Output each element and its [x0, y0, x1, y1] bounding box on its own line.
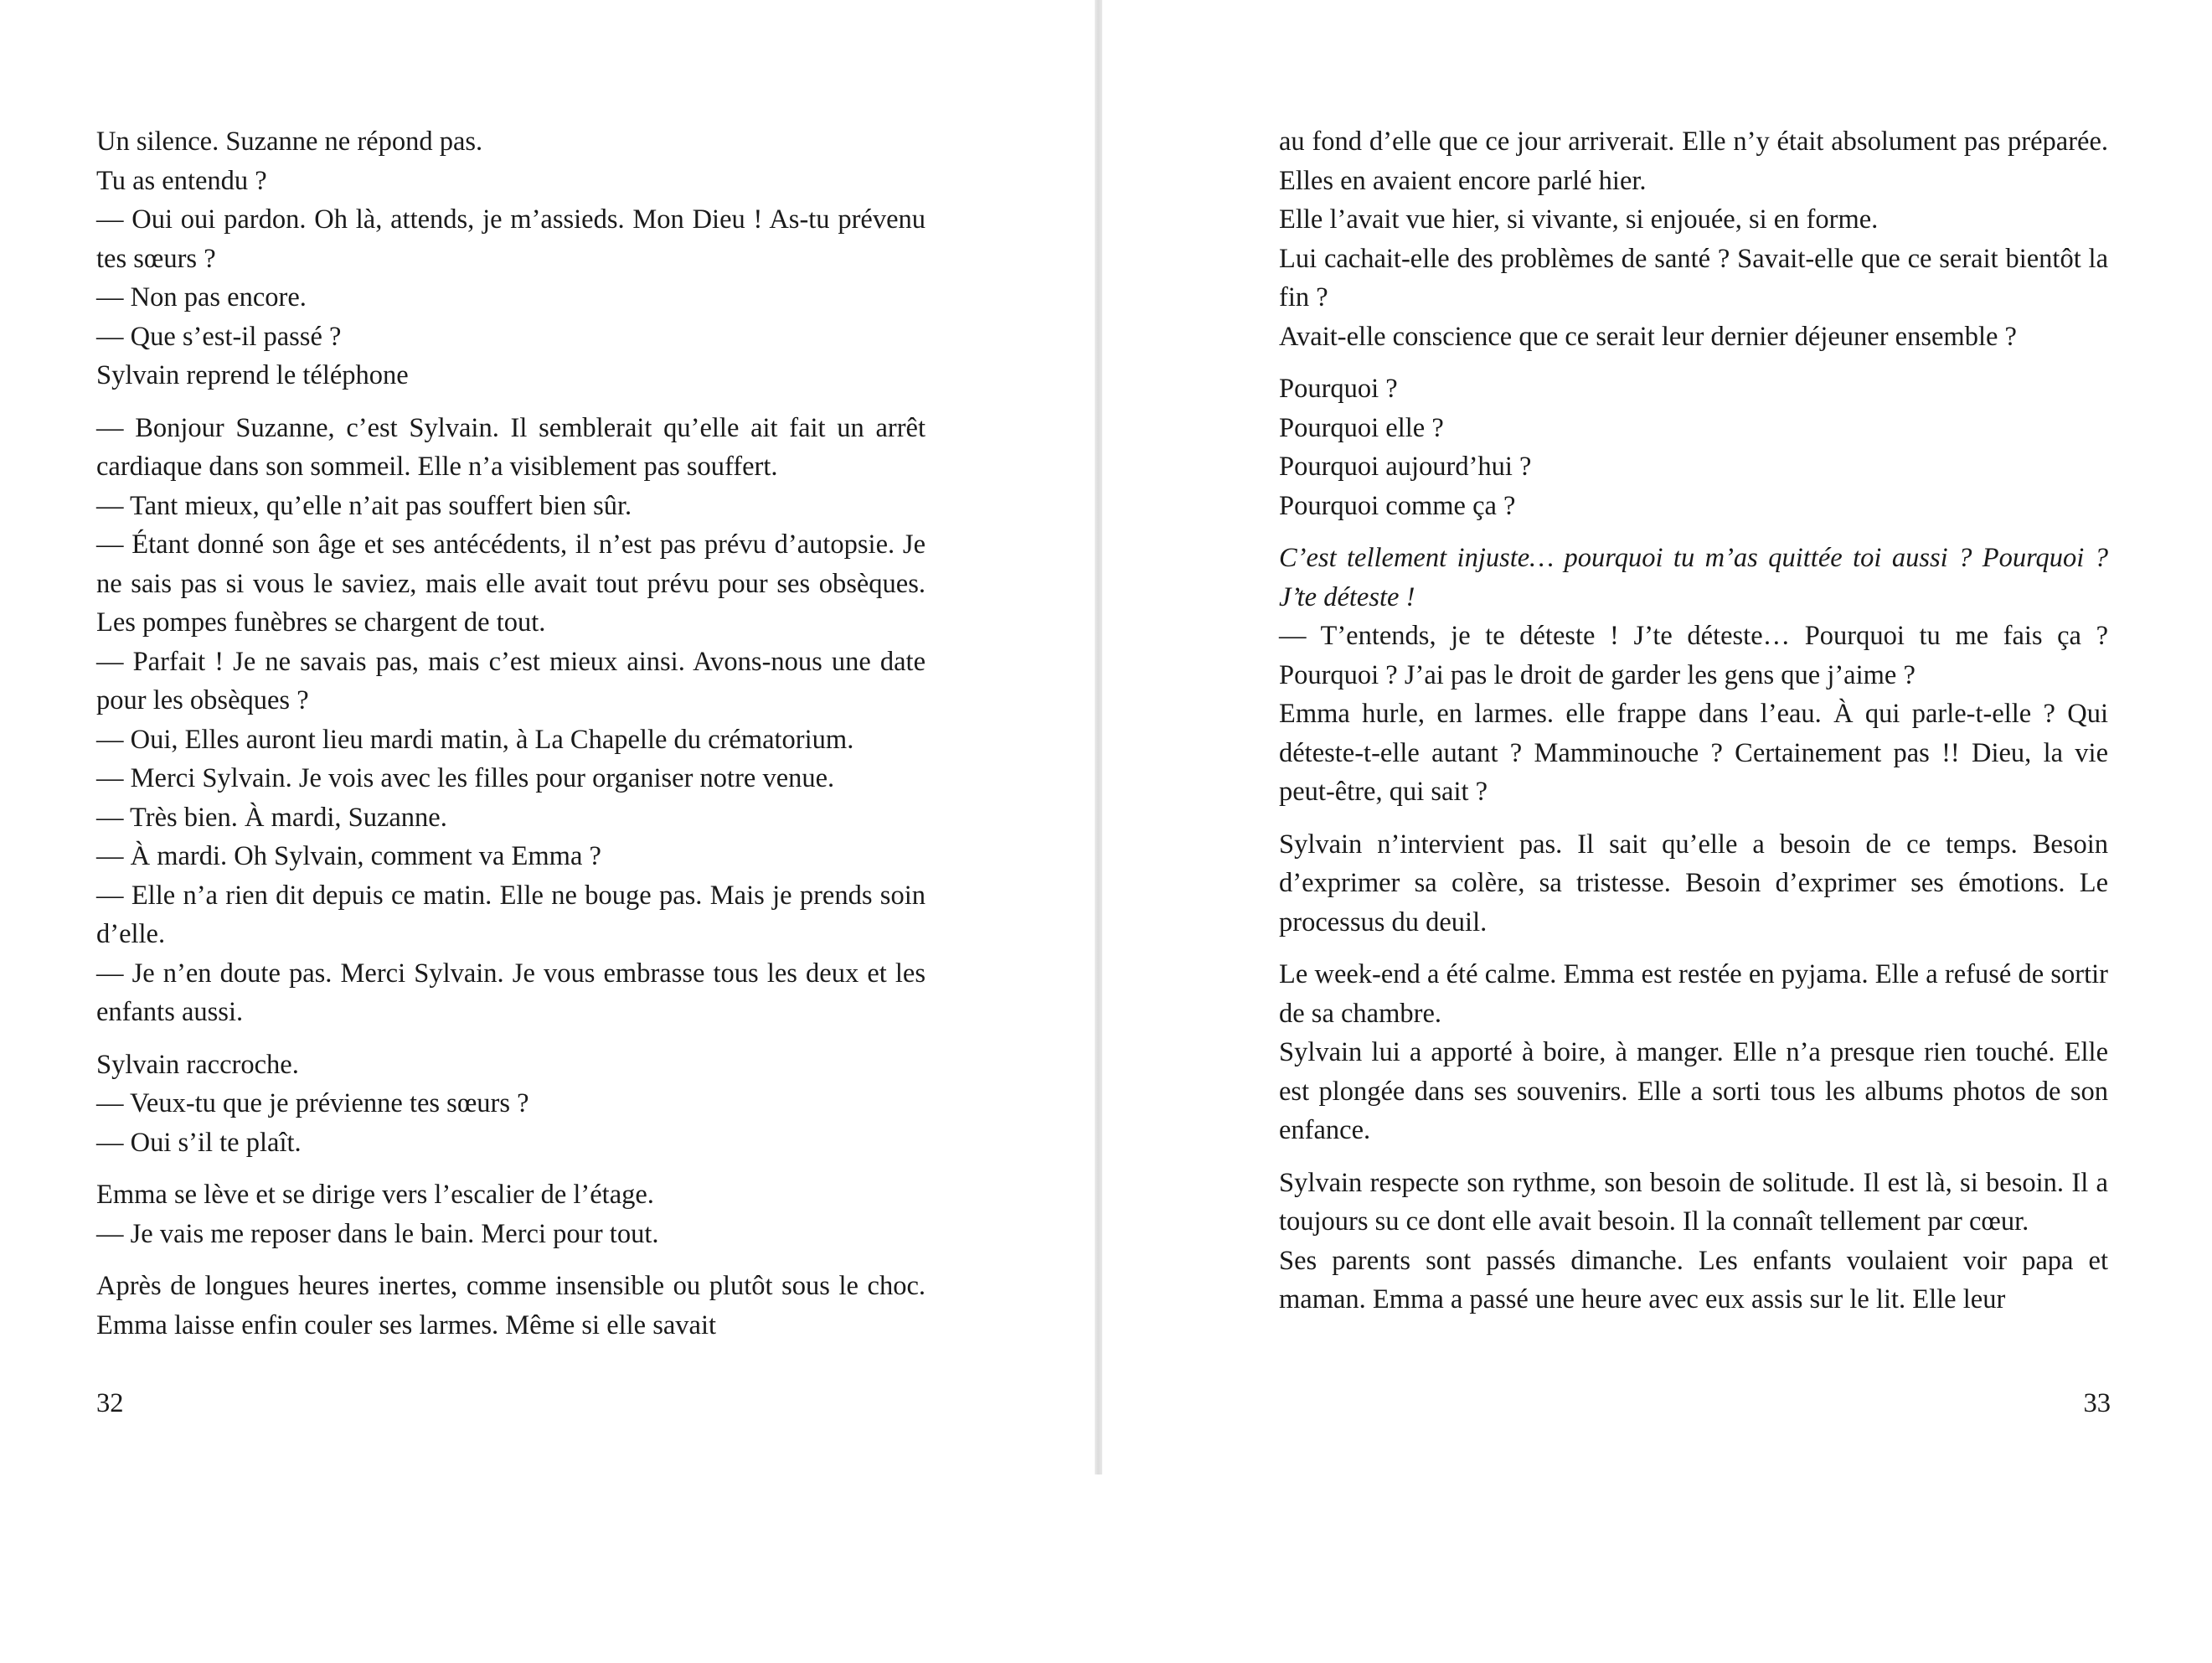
text-line: Lui cachait-elle des problèmes de santé ? Savait-elle que ce serait bientôt la fin ?	[1279, 243, 2108, 312]
text-line: — Non pas encore.	[96, 282, 307, 312]
text-line: — À mardi. Oh Sylvain, comment va Emma ?	[96, 841, 601, 871]
text-line: — Parfait ! Je ne savais pas, mais c’est mieux ainsi. Avons-nous une date pour les obsèques ?	[96, 646, 926, 715]
text-line: au fond d’elle que ce jour arriverait. Elle n’y était absolument pas préparée. Elles en avaient encore parlé hier.	[1279, 127, 2108, 196]
text-line: — Veux-tu que je prévienne tes sœurs ?	[96, 1088, 529, 1118]
text-line: Tu as entendu ?	[96, 165, 267, 196]
text-line: Sylvain lui a apporté à boire, à manger. Elle n’a presque rien touché. Elle est plongée dans ses souvenirs. Elle a sorti tous les albums photos de son enfance.	[1279, 1037, 2108, 1145]
right-page-body	[1279, 122, 2108, 1320]
text-line: — Oui oui pardon. Oh là, attends, je m’assieds. Mon Dieu ! As-tu prévenu tes sœurs ?	[96, 204, 926, 274]
text-line: Pourquoi elle ?	[1279, 412, 1444, 443]
text-line: — Étant donné son âge et ses antécédents, il n’est pas prévu d’autopsie. Je ne sais pas si vous le saviez, mais elle avait tout prévu pour ses obsèques. Les pompes funèbres se chargent de tout.	[96, 529, 926, 638]
text-line: — T’entends, je te déteste ! J’te déteste… Pourquoi tu me fais ça ? Pourquoi ? J’ai pas le droit de garder les gens que j’aime ?	[1279, 621, 2108, 690]
text-line: Un silence. Suzanne ne répond pas.	[96, 127, 483, 157]
text-line: — Je n’en doute pas. Merci Sylvain. Je vous embrasse tous les deux et les enfants aussi.	[96, 958, 926, 1027]
italic-text-line: C’est tellement injuste… pourquoi tu m’as quittée toi aussi ? Pourquoi ? J’te déteste !	[1279, 543, 2108, 612]
book-gutter	[1095, 0, 1102, 1474]
text-line: Sylvain raccroche.	[96, 1049, 299, 1080]
page-number: 33	[2083, 1388, 2111, 1418]
text-line: Ses parents sont passés dimanche. Les enfants voulaient voir papa et maman. Emma a passé une heure avec eux assis sur le lit. Elle leur	[1279, 1245, 2108, 1314]
left-page-body	[96, 122, 926, 1345]
text-line: — Merci Sylvain. Je vois avec les filles pour organiser notre venue.	[96, 763, 835, 793]
text-line: Elle l’avait vue hier, si vivante, si enjouée, si en forme.	[1279, 204, 1879, 235]
text-line: Emma se lève et se dirige vers l’escalier de l’étage.	[96, 1180, 654, 1210]
text-line: Avait-elle conscience que ce serait leur dernier déjeuner ensemble ?	[1279, 321, 2017, 352]
text-line: — Tant mieux, qu’elle n’ait pas souffert bien sûr.	[96, 490, 632, 521]
text-line: Emma hurle, en larmes. elle frappe dans l’eau. À qui parle-t-elle ? Qui déteste-t-elle autant ? Mamminouche ? Certainement pas !! Dieu, la vie peut-être, qui sait ?	[1279, 699, 2108, 807]
text-line: Après de longues heures inertes, comme insensible ou plutôt sous le choc. Emma laisse enfin couler ses larmes. Même si elle savait	[96, 1271, 926, 1340]
text-line: — Bonjour Suzanne, c’est Sylvain. Il semblerait qu’elle ait fait un arrêt cardiaque dans son sommeil. Elle n’a visiblement pas souffert.	[96, 412, 926, 482]
text-line: — Elle n’a rien dit depuis ce matin. Elle ne bouge pas. Mais je prends soin d’elle.	[96, 880, 926, 949]
text-line: Sylvain n’intervient pas. Il sait qu’elle a besoin de ce temps. Besoin d’exprimer sa colère, sa tristesse. Besoin d’exprimer ses émotions. Le processus du deuil.	[1279, 829, 2108, 937]
text-line: — Très bien. À mardi, Suzanne.	[96, 802, 447, 833]
text-line: — Que s’est-il passé ?	[96, 321, 342, 352]
text-line: Pourquoi comme ça ?	[1279, 490, 1516, 521]
text-line: Pourquoi aujourd’hui ?	[1279, 452, 1532, 482]
text-line: — Je vais me reposer dans le bain. Merci pour tout.	[96, 1218, 659, 1249]
text-line: Pourquoi ?	[1279, 374, 1398, 404]
text-line: Sylvain reprend le téléphone	[96, 360, 409, 390]
text-line: — Oui s’il te plaît.	[96, 1127, 302, 1158]
text-line: Sylvain respecte son rythme, son besoin de solitude. Il est là, si besoin. Il a toujours su ce dont elle avait besoin. Il la connaît tellement par cœur.	[1279, 1167, 2108, 1237]
text-line: Le week-end a été calme. Emma est restée en pyjama. Elle a refusé de sortir de sa chambre.	[1279, 959, 2108, 1029]
text-line: — Oui, Elles auront lieu mardi matin, à La Chapelle du crématorium.	[96, 724, 854, 755]
page-number: 32	[96, 1388, 124, 1418]
